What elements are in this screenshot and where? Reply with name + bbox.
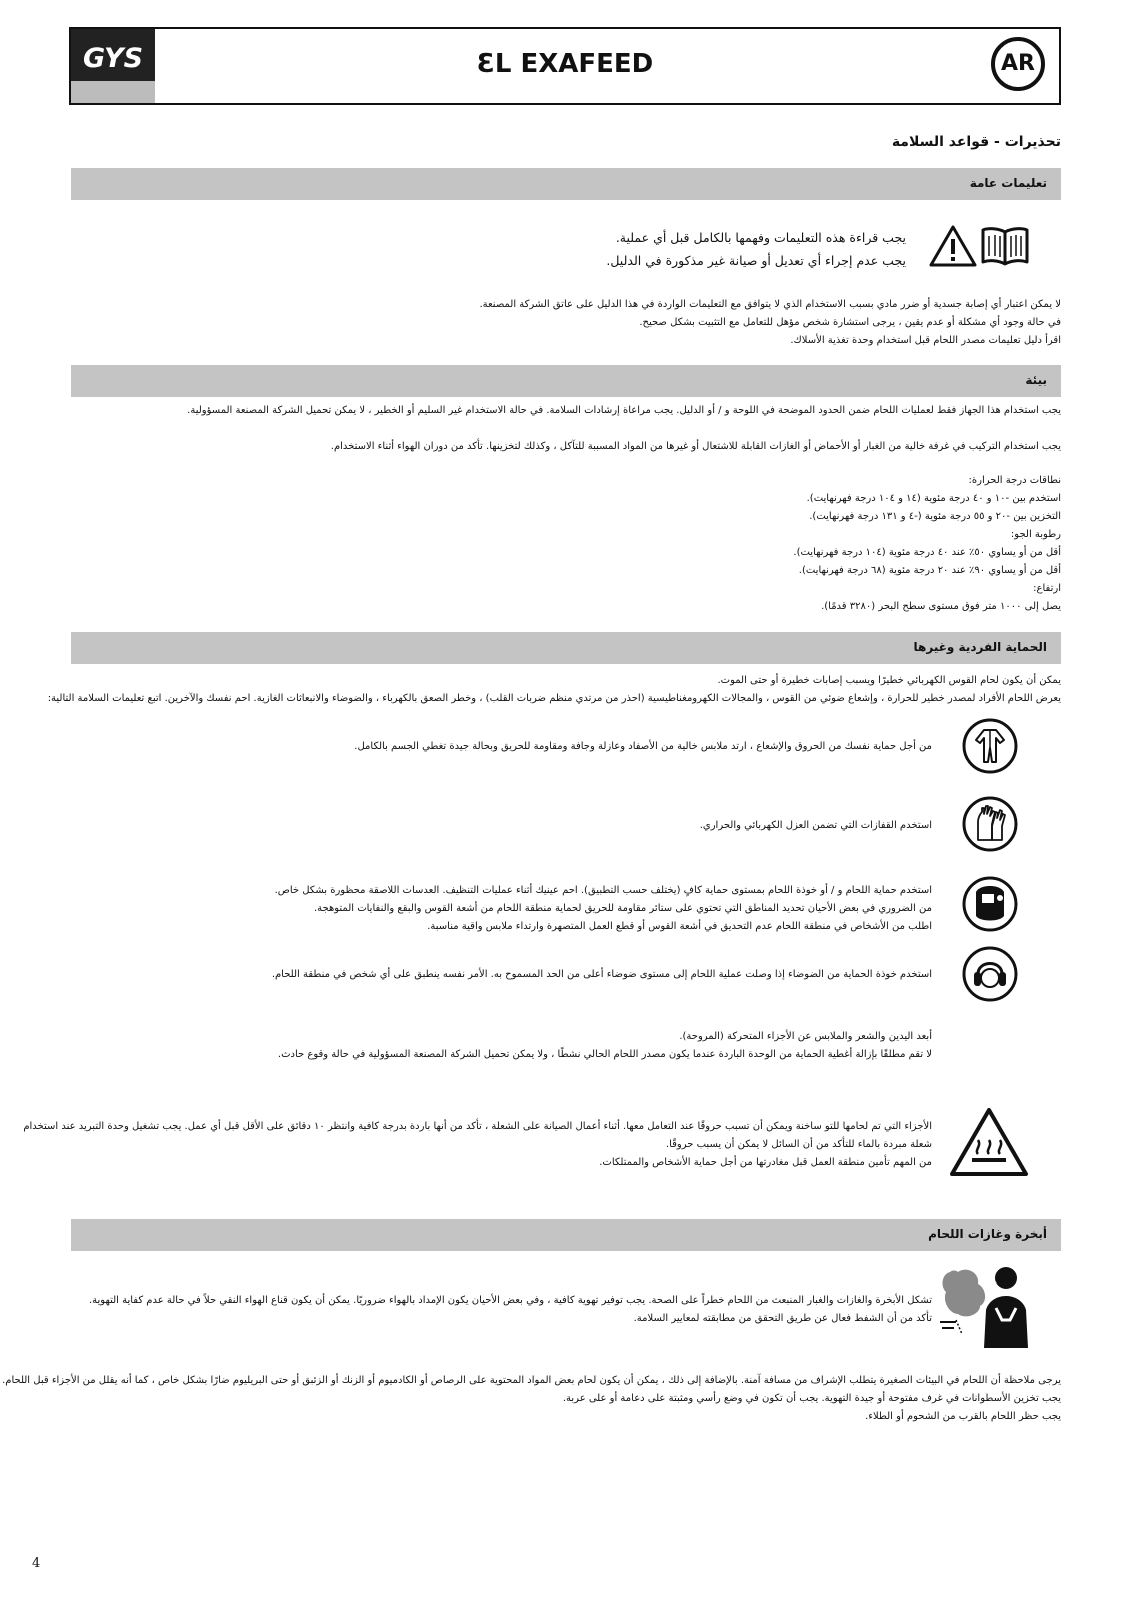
general-body-line: اقرأ دليل تعليمات مصدر اللحام قبل استخدام وحدة تغذية الأسلاك. [790, 335, 1061, 346]
environment-usage-line: يجب استخدام هذا الجهاز فقط لعمليات اللحام ضمن الحدود الموضحة في اللوحة و / أو الدليل. يجب مراعاة إرشادات السلامة. في حالة الاستخدام غير السليم أو الخطير ، لا يمكن تحميل الشركة المصنعة المسؤولية. [187, 405, 1061, 416]
general-lead-line: يجب عدم إجراء أي تعديل أو صيانة غير مذكورة في الدليل. [606, 253, 906, 268]
helmet-text [52, 882, 932, 936]
section-title-environment: بيئة [1025, 373, 1047, 387]
document-title: ƐL EXAFEED [476, 49, 654, 79]
protection-intro-line: يمكن أن يكون لحام القوس الكهربائي خطيرًا ويسبب إصابات خطيرة أو حتى الموت. [717, 675, 1061, 686]
fumes-materials-line: يجب تخزين الأسطوانات في غرف مفتوحة أو جيدة التهوية. يجب أن تكون في وضع رأسي ومثبتة على دعامة أو على عربة. [562, 1393, 1061, 1404]
fan-text [52, 1028, 932, 1064]
section-title-protection: الحماية الفردية وغيرها [913, 640, 1047, 654]
gloves-line: استخدم القفازات التي تضمن العزل الكهربائي والحراري. [699, 820, 932, 831]
fumes-health-line: تشكل الأبخرة والغازات والغبار المنبعث من اللحام خطراً على الصحة. يجب توفير تهوية كافية ، وفي بعض الأحيان يكون الإمداد بالهواء ضروريًا. يمكن أن يكون قناع الهواء النقي حلاً في حالة عدم كفاية التهوية. [88, 1295, 932, 1306]
clothing-text [132, 738, 932, 756]
section-title-general: تعليمات عامة [969, 176, 1047, 190]
welding-helmet-icon [962, 876, 1018, 936]
spec-line: التخزين بين -٢٠ و ٥٥ درجة مئوية (-٤ و ١٣١ درجة فهرنهايت). [809, 511, 1061, 522]
hot-parts-line: الأجزاء التي تم لحامها للتو ساخنة ويمكن أن تسبب حروقًا عند التعامل معها. أثناء أعمال الصيانة على الشعلة ، تأكد من أنها باردة بدرجة كافية وانتظر ١٠ دقائق على الأقل قبل أي عمل. يجب تشغيل وحدة التبريد عند استخدام [23, 1121, 932, 1132]
page-heading: تحذيرات - قواعد السلامة [891, 134, 1061, 150]
environment-specs [71, 472, 1061, 616]
section-bar-environment [71, 365, 1061, 397]
fumes-materials-line: يجب حظر اللحام بالقرب من الشحوم أو الطلاء. [865, 1411, 1061, 1422]
ear-protection-text [52, 966, 932, 984]
hot-surface-icon [948, 1106, 1030, 1182]
spec-line: يصل إلى ١٠٠٠ متر فوق مستوى سطح البحر (٣٢٨٠ قدمًا). [821, 601, 1061, 612]
spec-line: نطاقات درجة الحرارة: [968, 475, 1061, 486]
section-bar-protection [71, 632, 1061, 664]
fumes-materials-line: يرجى ملاحظة أن اللحام في البيئات الصغيرة يتطلب الإشراف من مسافة آمنة. بالإضافة إلى ذلك ، يمكن أن يكون لحام بعض المواد المحتوية على الرصاص أو الكادميوم أو الزنك أو الزئبق أو حتى البريليوم ضارًا بشكل خاص ، كما أنه يقلل من الأجزاء قبل اللحام. [2, 1375, 1061, 1386]
hot-parts-line: شعلة مبردة بالماء للتأكد من أن السائل لا يمكن أن يسبب حروقًا. [665, 1139, 932, 1150]
warning-icon [929, 224, 977, 272]
general-lead-line: يجب قراءة هذه التعليمات وفهمها بالكامل قبل أي عملية. [615, 230, 906, 245]
hot-parts-line: من المهم تأمين منطقة العمل قبل مغادرتها من أجل حماية الأشخاص والممتلكات. [599, 1157, 932, 1168]
manual-book-icon [980, 224, 1030, 272]
protective-clothing-icon [962, 718, 1018, 778]
gys-logo [71, 29, 155, 103]
environment-storage-line: يجب استخدام التركيب في غرفة خالية من الغبار أو الأحماض أو الغازات القابلة للاشتعال أو غيرها من المواد المسببة للتآكل ، وكذلك لتخزينها. تأكد من دوران الهواء أثناء الاستخدام. [330, 441, 1061, 452]
spec-line: أقل من أو يساوي ٥٠٪ عند ٤٠ درجة مئوية (١٠٤ درجة فهرنهايت). [793, 547, 1061, 558]
section-bar-general [71, 168, 1061, 200]
language-badge: AR [991, 37, 1045, 91]
helmet-line: اطلب من الأشخاص في منطقة اللحام عدم التحديق في أشعة القوس أو قطع العمل المتصهرة وارتداء ملابس واقية مناسبة. [427, 921, 932, 932]
environment-usage-text [51, 402, 1061, 420]
spec-line: ارتفاع: [1033, 583, 1061, 594]
general-lead-text [206, 226, 906, 272]
ear-protection-icon [962, 946, 1018, 1006]
general-body-text [71, 296, 1061, 350]
general-body-line: لا يمكن اعتبار أي إصابة جسدية أو ضرر مادي بسبب الاستخدام الذي لا يتوافق مع التعليمات الواردة في هذا الدليل على عاتق الشركة المصنعة. [479, 299, 1061, 310]
protection-intro-line: يعرض اللحام الأفراد لمصدر خطير للحرارة ، وإشعاع ضوئي من القوس ، والمجالات الكهرومغناطيسية (احذر من مرتدي منظم ضربات القلب) ، وخطر الصعق بالكهرباء ، والضوضاء والانبعاثات الغازية. احم نفسك والآخرين. اتبع تعليمات السلامة التالية: [47, 693, 1061, 704]
page-number: 4 [32, 1556, 41, 1571]
section-title-fumes: أبخرة وغازات اللحام [928, 1227, 1047, 1241]
fumes-health-text [0, 1292, 932, 1328]
clothing-line: من أجل حماية نفسك من الحروق والإشعاع ، ارتد ملابس خالية من الأصفاد وعازلة وجافة ومقاومة للحريق وبحالة جيدة تغطي الجسم بالكامل. [354, 741, 932, 752]
logo-text: GYS [82, 43, 144, 74]
fan-line: لا تقم مطلقًا بإزالة أغطية الحماية من الوحدة الباردة عندما يكون مصدر اللحام الحالي نشطًا ، ولا يمكن تحميل الشركة المصنعة المسؤولية في حالة وقوع حادث. [277, 1049, 932, 1060]
document-header [69, 27, 1061, 105]
logo-bottom-band [71, 81, 155, 103]
fumes-hazard-icon [936, 1262, 1030, 1352]
gloves-icon [962, 796, 1018, 856]
hot-parts-text [12, 1118, 932, 1172]
helmet-line: استخدم حماية اللحام و / أو خوذة اللحام بمستوى حماية كافٍ (يختلف حسب التطبيق). احم عينيك أثناء عمليات التنظيف. العدسات اللاصقة محظورة بشكل خاص. [274, 885, 932, 896]
spec-line: رطوبة الجو: [1010, 529, 1061, 540]
spec-line: استخدم بين -١٠ و ٤٠ درجة مئوية (١٤ و ١٠٤ درجة فهرنهايت). [806, 493, 1061, 504]
environment-storage-text [71, 438, 1061, 456]
helmet-line: من الضروري في بعض الأحيان تحديد المناطق التي تحتوي على ستائر مقاومة للحريق لحماية منطقة اللحام من أشعة القوس والبقع والنفايات المتوهجة. [313, 903, 932, 914]
ear-protection-line: استخدم خوذة الحماية من الضوضاء إذا وصلت عملية اللحام إلى مستوى ضوضاء أعلى من الحد المسموح به. الأمر نفسه ينطبق على أي شخص في منطقة اللحام. [271, 969, 932, 980]
gloves-text [132, 817, 932, 835]
general-body-line: في حالة وجود أي مشكلة أو عدم يقين ، يرجى استشارة شخص مؤهل للتعامل مع التثبيت بشكل صحيح. [639, 317, 1061, 328]
section-bar-fumes [71, 1219, 1061, 1251]
spec-line: أقل من أو يساوي ٩٠٪ عند ٢٠ درجة مئوية (٦٨ درجة فهرنهايت). [798, 565, 1061, 576]
fan-line: أبعد اليدين والشعر والملابس عن الأجزاء المتحركة (المروحة). [679, 1031, 932, 1042]
fumes-materials-text [2, 1372, 1061, 1426]
protection-intro-text [41, 672, 1061, 708]
fumes-health-line: تأكد من أن الشفط فعال عن طريق التحقق من مطابقته لمعايير السلامة. [633, 1313, 932, 1324]
